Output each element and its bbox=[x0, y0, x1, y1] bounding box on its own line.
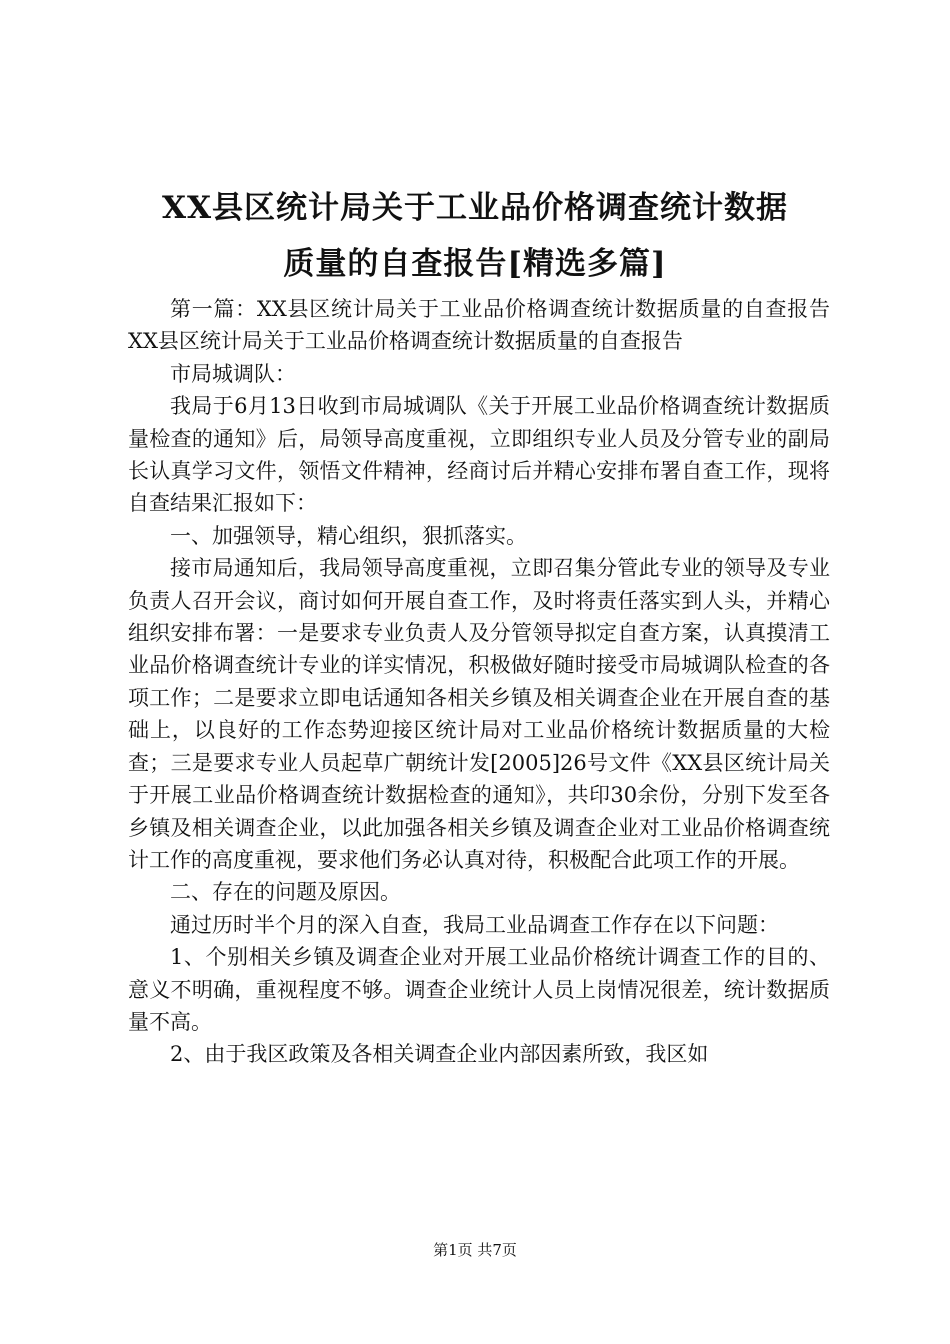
paragraph-salutation: 市局城调队： bbox=[170, 361, 296, 386]
page-footer: 第1页 共7页 bbox=[433, 1241, 517, 1259]
section-heading-1: 一、加强领导，精心组织，狠抓落实。 bbox=[170, 523, 527, 548]
title-line-1: XX县区统计局关于工业品价格调查统计数据 bbox=[161, 190, 789, 226]
paragraph-opening: 我局于6月13日收到市局城调队《关于开展工业品价格调查统计数据质量检查的通知》后，局领导高度重视，立即组织专业人员及分管专业的副局长认真学习文件，领悟文件精神，经商讨后并精心安排布署自查工作，现将自查结果汇报如下： bbox=[128, 394, 830, 516]
document-title bbox=[120, 180, 830, 292]
document-body bbox=[128, 293, 830, 1071]
title-line-2: 质量的自查报告[精选多篇] bbox=[283, 246, 667, 282]
paragraph-issue-2: 2、由于我区政策及各相关调查企业内部因素所致，我区如 bbox=[170, 1042, 709, 1067]
paragraph-issue-1: 1、个别相关乡镇及调查企业对开展工业品价格统计调查工作的目的、意义不明确，重视程度不够。调查企业统计人员上岗情况很差，统计数据质量不高。 bbox=[128, 945, 830, 1034]
paragraph-intro: 第一篇：XX县区统计局关于工业品价格调查统计数据质量的自查报告XX县区统计局关于工业品价格调查统计数据质量的自查报告 bbox=[128, 297, 830, 354]
section-heading-2: 二、存在的问题及原因。 bbox=[170, 880, 401, 905]
paragraph-section-2-intro: 通过历时半个月的深入自查，我局工业品调查工作存在以下问题： bbox=[170, 912, 779, 937]
paragraph-section-1: 接市局通知后，我局领导高度重视，立即召集分管此专业的领导及专业负责人召开会议，商讨如何开展自查工作，及时将责任落实到人头，并精心组织安排布署：一是要求专业负责人及分管领导拟定自查方案，认真摸清工业品价格调查统计专业的详实情况，积极做好随时接受市局城调队检查的各项工作；二是要求立即电话通知各相关乡镇及相关调查企业在开展自查的基础上，以良好的工作态势迎接区统计局对工业品价格统计数据质量的大检查；三是要求专业人员起草广朝统计发[2005]26号文件《XX县区统计局关于开展工业品价格调查统计数据检查的通知》，共印30余份，分别下发至各乡镇及相关调查企业，以此加强各相关乡镇及调查企业对工业品价格调查统计工作的高度重视，要求他们务必认真对待，积极配合此项工作的开展。 bbox=[128, 556, 830, 872]
